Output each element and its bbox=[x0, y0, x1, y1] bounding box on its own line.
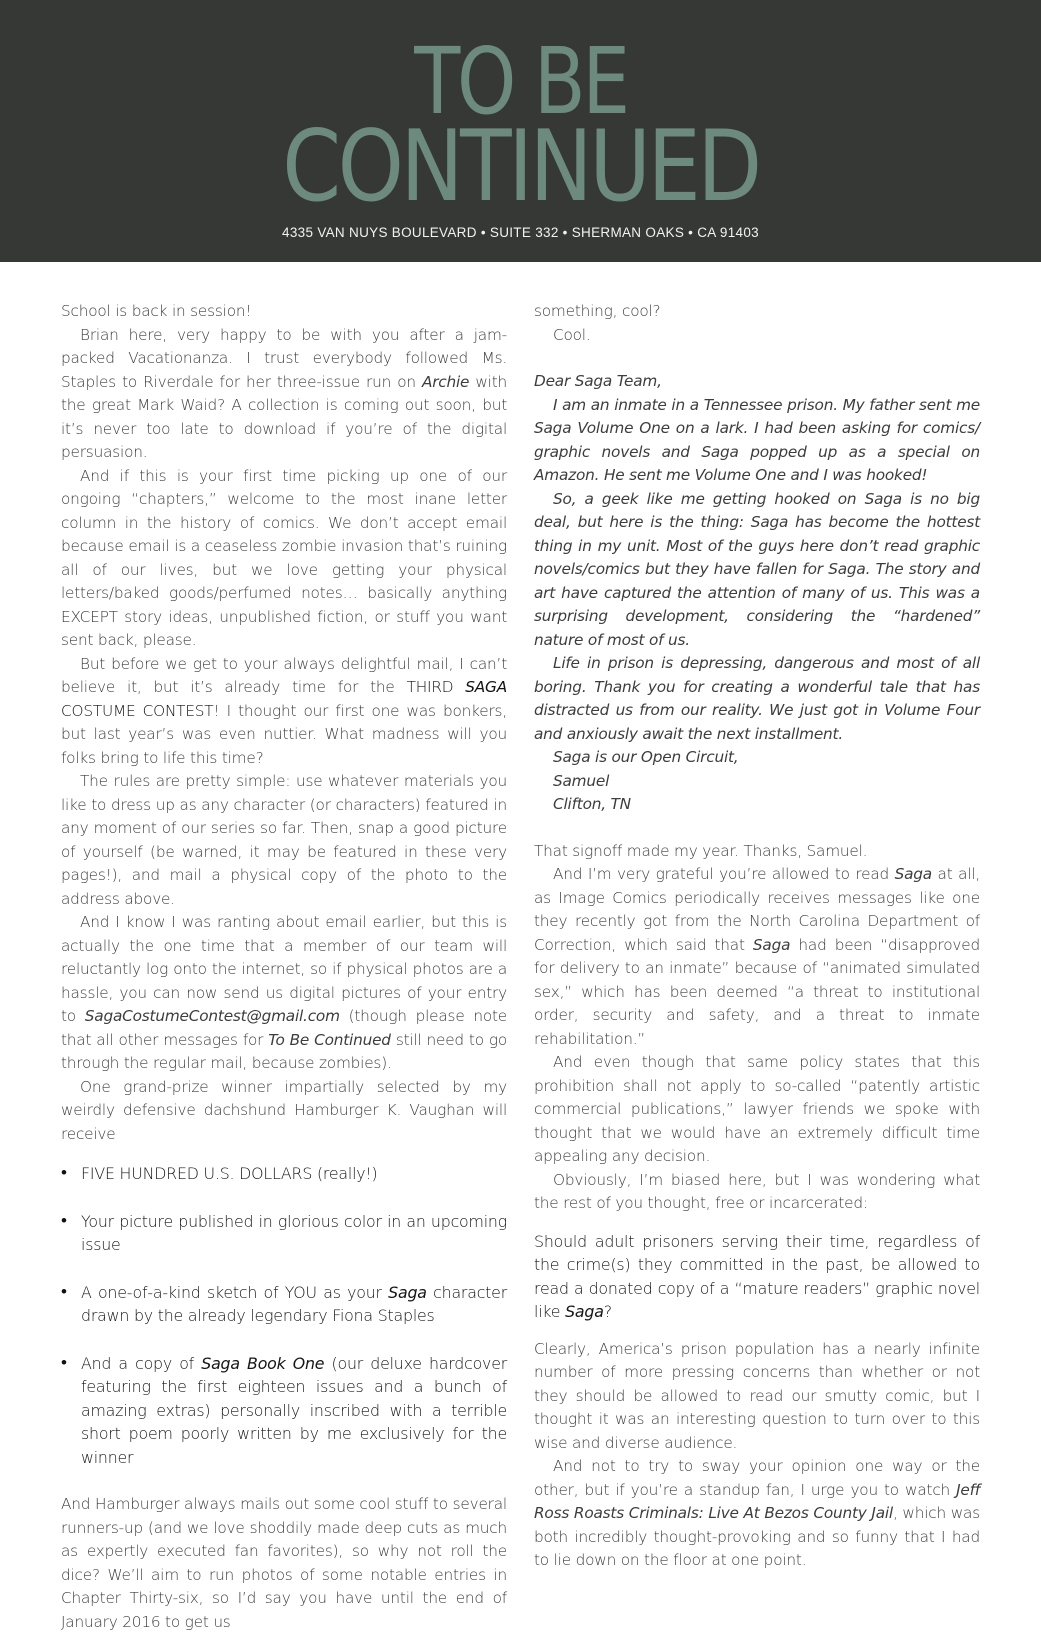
text: But before we get to your always delightful mail, I can’t believe it, but it’s already time for the bbox=[61, 654, 507, 696]
letter-location: Clifton, TN bbox=[553, 795, 631, 813]
saga-title: Saga bbox=[752, 935, 791, 954]
paragraph: One grand-prize winner impartially selected by my weirdly defensive dachshund Hamburger K. Vaughan will receive bbox=[61, 1077, 507, 1143]
prize-item bbox=[61, 1162, 507, 1186]
paragraph bbox=[61, 911, 507, 1076]
letter-paragraph: So, a geek like me getting hooked on Saga is no big deal, but here is the thing: Saga has become the hottest thing in my unit. Most of the guys here don’t read graphic novels/comics but they have fallen for Saga. The story and art have captured the attention of many of us. This was a surprising development, considering the “hardened” nature of most of us. bbox=[534, 489, 980, 649]
text: still need to go through the regular mail, because zombies). bbox=[61, 1030, 508, 1072]
letter-signoff: Saga is our Open Circuit, bbox=[553, 748, 739, 766]
paragraph: The rules are pretty simple: use whatever materials you like to dress up as any character (or characters) featured in any moment of our series so far. Then, snap a good picture of yourself (be warned, it may be featured in these very pages!), and mail a physical copy of the photo to the address above. bbox=[61, 772, 507, 908]
reader-letter bbox=[534, 370, 980, 817]
text: And not to try to sway your opinion one way or the other, but if you’re a standup fan, I urge you to watch bbox=[534, 1457, 980, 1499]
text: FIVE HUNDRED U.S. DOLLARS (really!) bbox=[81, 1164, 378, 1183]
prize-item bbox=[61, 1210, 507, 1257]
paragraph: Cool. bbox=[553, 325, 591, 344]
reader-question bbox=[534, 1230, 980, 1324]
paragraph bbox=[534, 863, 980, 1051]
text: COSTUME CONTEST bbox=[61, 701, 214, 720]
spacer bbox=[534, 817, 980, 840]
book-title: Saga Book One bbox=[201, 1353, 325, 1373]
prize-item bbox=[61, 1281, 507, 1328]
text: ! I thought our first one was bonkers, but last year’s was even nuttier. What madness will you folks bring to life this time? bbox=[61, 701, 507, 767]
text: And a copy of bbox=[81, 1353, 202, 1373]
paragraph: That signoff made my year. Thanks, Samuel. bbox=[534, 841, 868, 860]
paragraph bbox=[61, 324, 507, 465]
paragraph: And Hamburger always mails out some cool stuff to several runners-up (and we love shoddily made deep cuts as much as expertly executed fan favorites), so why not roll the dice? We’ll aim to run photos of some notable entries in Chapter Thirty-six, so I’d say you have until the end of January 2016 to get us bbox=[61, 1495, 507, 1631]
letter-paragraph: I am an inmate in a Tennessee prison. My father sent me Saga Volume One on a lark. I had been asking for comics/ graphic novels and Saga popped up as a special on Amazon. He sent me Volume One and I was hooked! bbox=[534, 395, 980, 484]
column-title: To Be Continued bbox=[268, 1030, 391, 1049]
letter-paragraph: Life in prison is depressing, dangerous and most of all boring. Thank you for creating a wonderful tale that has distracted us from our reality. We just got in Volume Four and anxiously await the next installment. bbox=[534, 654, 980, 743]
saga-title: Saga bbox=[894, 865, 932, 883]
spacer bbox=[534, 347, 980, 370]
mailing-address: 4335 VAN NUYS BOULEVARD • SUITE 332 • SHERMAN OAKS • CA 91403 bbox=[282, 225, 759, 240]
paragraph: And even though that same policy states that this prohibition shall not apply to so-called “patently artistic commercial publications,” lawyer friends we spoke with thought that we would have an extremely difficult time appealing any decision. bbox=[534, 1053, 980, 1165]
masthead bbox=[0, 0, 1041, 262]
paragraph bbox=[61, 653, 507, 771]
paragraph: School is back in session! bbox=[61, 302, 252, 320]
saga-title: Saga bbox=[388, 1282, 427, 1302]
text: Brian here, very happy to be with you after a jam-packed Vacationanza. I trust everybody followed Ms. Staples to Riverdale for her three-issue run on bbox=[61, 325, 507, 391]
special-title: Jeff Ross Roasts Criminals: Live At Bezos County Jail bbox=[534, 1480, 980, 1522]
text: had been “disapproved for delivery to an inmate” because of “animated simulated sex,” which has been deemed “a threat to institutional order, security and safety, and a threat to inmate rehabilitation.” bbox=[534, 935, 981, 1048]
text: THIRD bbox=[406, 678, 466, 696]
saga-title: SAGA bbox=[465, 678, 507, 696]
text: character drawn by the already legendary Fiona Staples bbox=[81, 1282, 507, 1325]
paragraph: Clearly, America’s prison population has a nearly infinite number of more pressing concerns than whether or not they should be allowed to read our smutty comic, but I thought it was an interesting question to turn over to this wise and diverse audience. bbox=[534, 1339, 980, 1452]
contest-email[interactable]: SagaCostumeContest@gmail.com bbox=[84, 1007, 340, 1025]
text: (our deluxe hardcover featuring the first eighteen issues and a bunch of amazing extras) personally inscribed with a terrible short poem poorly written by me exclusively for the winner bbox=[81, 1353, 508, 1467]
text: Your picture published in glorious color in an upcoming issue bbox=[81, 1211, 507, 1254]
paragraph: And if this is your first time picking up one of our ongoing “chapters,” welcome to the most inane letter column in the history of comics. We don’t accept email because email is a ceaseless zombie invasion that’s ruining all of our lives, but we love getting your physical letters/baked goods/perfumed notes… basically anything EXCEPT story ideas, unpublished fiction, or stuff you want sent back, please. bbox=[61, 466, 507, 649]
left-column bbox=[61, 300, 507, 1634]
text: Should adult prisoners serving their time, regardless of the crime(s) they committed in the past, be allowed to read a donated copy of a “mature readers” graphic novel like bbox=[534, 1231, 980, 1321]
spacer bbox=[534, 1324, 980, 1338]
text: And I’m very grateful you’re allowed to read bbox=[553, 865, 895, 883]
masthead-title-line2: CONTINUED bbox=[282, 110, 759, 224]
paragraph: Obviously, I’m biased here, but I was wondering what the rest of you thought, free or incarcerated: bbox=[534, 1170, 980, 1212]
saga-title: Saga bbox=[565, 1302, 604, 1321]
text: ? bbox=[603, 1302, 612, 1321]
masthead-title-line1: TO BE bbox=[414, 28, 627, 135]
text: And I know I was ranting about email earlier, but this is actually the one time that a member of our team will reluctantly log onto the internet, so if physical photos are a hassle, you can now send us digital pictures of your entry to bbox=[61, 913, 507, 1025]
paragraph bbox=[534, 1455, 980, 1573]
text: (though please note that all other messages for bbox=[61, 1007, 508, 1049]
prize-item bbox=[61, 1352, 507, 1470]
spacer bbox=[534, 1216, 980, 1230]
text: , which was both incredibly thought-provoking and so funny that I had to lie down on the floor at one point. bbox=[534, 1504, 980, 1569]
paragraph: something, cool? bbox=[534, 302, 661, 320]
archie-title: Archie bbox=[421, 372, 470, 391]
letter-author: Samuel bbox=[553, 771, 610, 790]
letter-salutation: Dear Saga Team, bbox=[534, 372, 662, 390]
text: at all, as Image Comics periodically receives messages like one they recently got from the North Carolina Department of Correction, which said that bbox=[534, 865, 981, 954]
text: A one-of-a-kind sketch of YOU as your bbox=[81, 1282, 389, 1302]
text: with the great Mark Waid? A collection is coming out soon, but it’s never too late to download if you’re of the digital persuasion. bbox=[61, 372, 507, 461]
prize-list bbox=[61, 1162, 507, 1469]
right-column bbox=[534, 300, 980, 1573]
